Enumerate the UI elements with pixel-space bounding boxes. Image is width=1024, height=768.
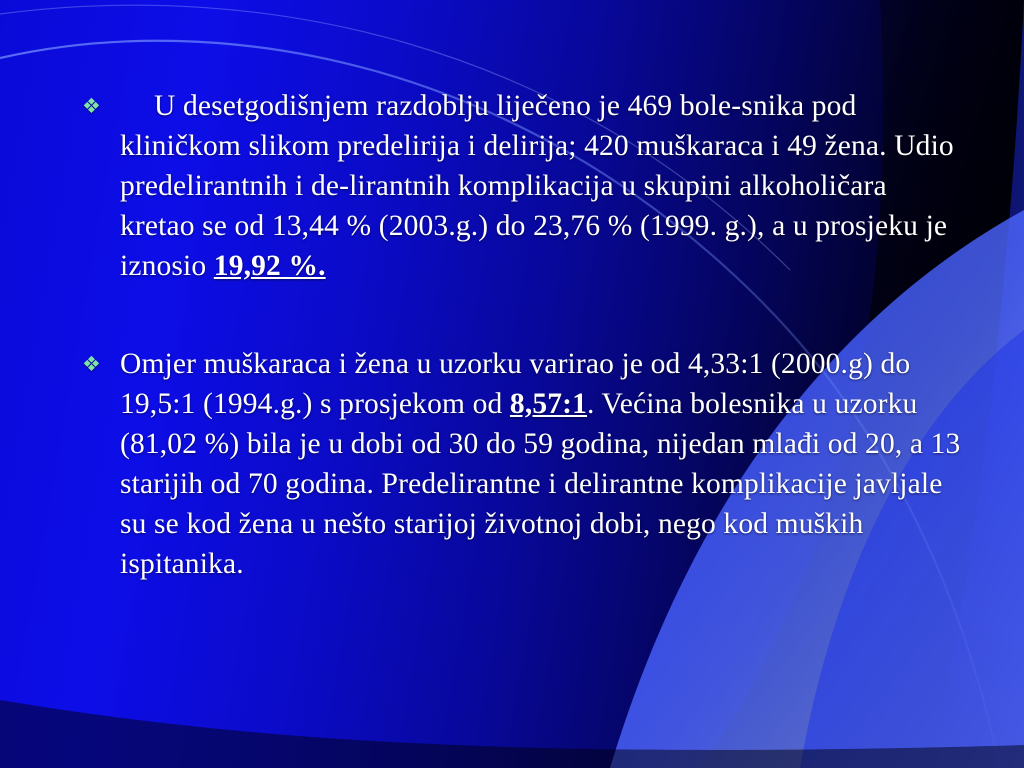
diamond-bullet-icon: ❖ xyxy=(82,94,101,118)
bullet-item-1-text xyxy=(120,86,962,286)
bullet-2-segment-1: Omjer muškaraca i žena u uzorku varirao je od 4,33:1 (2000.g) do 19,5:1 (1994.g.) s prosjekom od xyxy=(120,348,911,420)
bullet-1-segment-1: U desetgodišnjem razdoblju liječeno je 469 bole-snika pod kliničkom slikom predelirija i delirija; 420 muškaraca i 49 žena. Udio predelirantnih i de-lirantnih komplikacija u skupini alkoholičara kretao se od 13,44 % (2003.g.) do 23,76 % (1999. g.), a u prosjeku je iznosio xyxy=(120,90,954,282)
bullet-list xyxy=(82,86,962,584)
bullet-item-2 xyxy=(82,344,962,584)
bullet-1-emphasis: 19,92 %. xyxy=(213,250,326,282)
bullet-item-1 xyxy=(82,86,962,286)
bullet-2-emphasis: 8,57:1 xyxy=(509,388,588,420)
bullet-2-segment-3: . Većina bolesnika u uzorku (81,02 %) bila je u dobi od 30 do 59 godina, nijedan mlađi od 20, a 13 starijih od 70 godina. Predelirantne i delirantne komplikacije javljale su se kod žena u nešto starijoj životnoj dobi, nego kod muških ispitanika. xyxy=(120,388,961,580)
bullet-item-2-text xyxy=(120,344,962,584)
diamond-bullet-icon: ❖ xyxy=(82,352,101,376)
